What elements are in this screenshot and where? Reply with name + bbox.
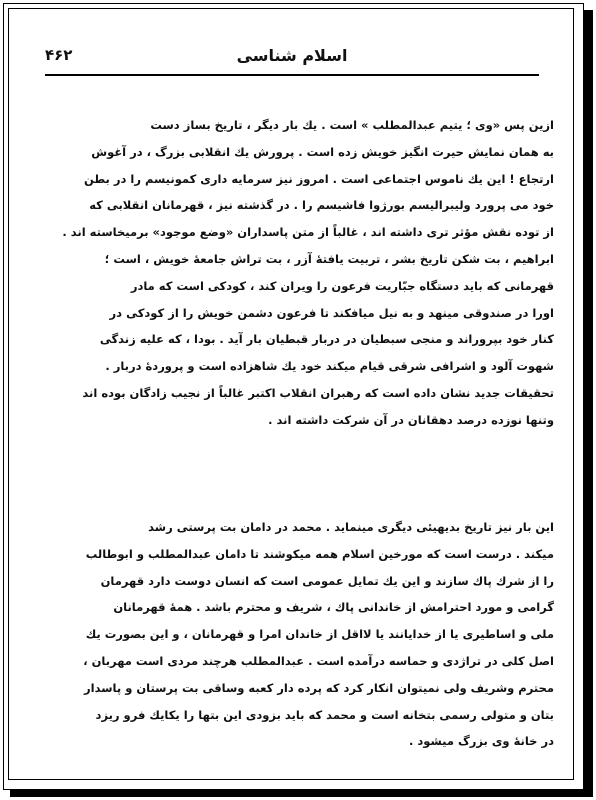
- text-line: را از شرك پاك سازند و این یك تمایل عمومی است که انسان دوست دارد قهرمان: [100, 573, 554, 588]
- paragraph-2: [42, 514, 554, 755]
- text-line: ملی و اساطیری یا از خدایانند یا لااقل از خاندان امرا و قهرمانان ، و این بصورت یك: [85, 627, 554, 642]
- text-line: شهوت آلود و اشرافی شرقی قیام میکند خود یك شاهزاده است و پروردهٔ دربار .: [105, 359, 554, 374]
- text-line: به همان نمایش حیرت انگیز خویش زده است . پرورش یك انقلابی بزرگ ، در آغوش: [91, 144, 554, 159]
- paragraph-1: [42, 112, 554, 434]
- text-line: محترم وشریف ولی نمیتوان انکار کرد که پرده دار کعبه وساقی بت پرستان و پاسدار: [84, 680, 554, 695]
- page-header: [45, 46, 539, 74]
- text-line: ارتجاع ! این یك ناموس اجتماعی است . امروز نیز سرمایه داری کمونیسم را در بطن: [84, 171, 554, 186]
- text-line: این بار نیز تاریخ بدیهیئی دیگری مینماید . محمد در دامان بت پرستی رشد: [148, 520, 554, 534]
- text-line: قهرمانی که باید دستگاه جبّاریت فرعون را ویران کند ، کودکی است که مادر: [130, 278, 554, 293]
- text-line: بتان و متولی رسمی بتخانه است و محمد که باید بزودی این بتها را یکایك فرو ریزد: [95, 707, 554, 722]
- header-rule: [45, 74, 539, 76]
- text-line: وتنها نوزده درصد دهقانان در آن شرکت داشته اند .: [268, 412, 554, 427]
- text-line: در خانهٔ وی بزرگ میشود .: [409, 734, 554, 749]
- text-line: کنار خود بپروراند و منجی سبطیان در دربار قبطیان بار آید . بودا ، که علیه زندگی: [99, 332, 554, 347]
- page-shadow-bottom: [10, 790, 593, 797]
- page-number: ۴۶۲: [45, 46, 73, 64]
- text-line: از توده نقش مؤثر تری داشته اند ، غالباً از متن پاسداران «وضع موجود» برمیخاسته اند .: [62, 225, 554, 240]
- text-line: اورا در صندوقی مینهد و به نیل میافکند تا فرعون دشمن خویش را از کودکی در: [109, 305, 554, 320]
- text-line: ابراهیم ، بت شکن تاریخ بشر ، تربیت یافتهٔ آزر ، بت تراش جامعهٔ خویش ، است ؛: [104, 251, 554, 266]
- text-line: ازین پس «وی ؛ یتیم عبدالمطلب » است . یك بار دیگر ، تاریخ بساز دست: [150, 118, 554, 132]
- text-line: گرامی و مورد احترامش از خاندانی پاك ، شریف و محترم باشد . همهٔ قهرمانان: [113, 600, 554, 615]
- text-line: اصل کلی در تراژدی و حماسه درآمده است . عبدالمطلب هرچند مردی است مهربان ،: [83, 653, 554, 668]
- page-shadow-right: [584, 10, 593, 794]
- text-line: تحقیقات جدید نشان داده است که رهبران انقلاب اکتبر غالباً از نجیب زادگان بوده اند: [82, 385, 554, 400]
- text-line: خود می پرورد ولیبرالیسم بورژوا فاشیسم را . در گذشته نیز ، قهرمانان انقلابی که: [89, 198, 554, 213]
- running-title: اسلام شناسی: [236, 46, 348, 65]
- text-line: میکند . درست است که مورخین اسلام همه میکوشند تا دامان عبدالمطلب و ابوطالب: [85, 546, 554, 561]
